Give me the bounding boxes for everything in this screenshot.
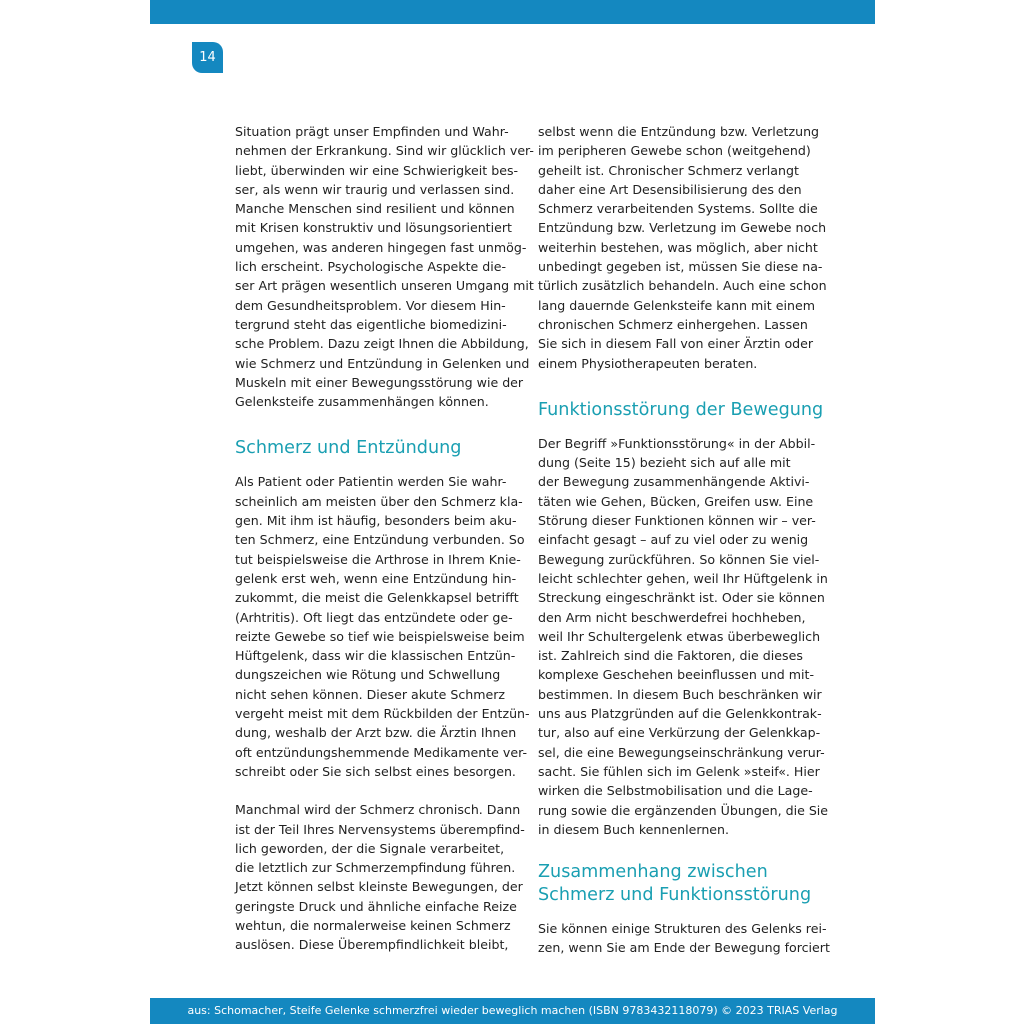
- text-line: bestimmen. In diesem Buch beschränken wir: [538, 686, 822, 702]
- text-line: dung (Seite 15) bezieht sich auf alle mit: [538, 455, 791, 471]
- text-line: dung, weshalb der Arzt bzw. die Ärztin Ihnen: [235, 725, 517, 741]
- text-line: Hüftgelenk, dass wir die klassischen Entzün-: [235, 648, 516, 664]
- text-line: komplexe Geschehen beeinflussen und mit-: [538, 667, 815, 683]
- text-line: der Bewegung zusammenhängende Aktivi-: [538, 474, 810, 490]
- text-line: umgehen, was anderen hingegen fast unmög-: [235, 239, 527, 255]
- text-line: lang dauernde Gelenksteife kann mit einem: [538, 297, 815, 313]
- text-line: daher eine Art Desensibilisierung des den: [538, 181, 802, 197]
- text-line: mit Krisen konstruktiv und lösungsorientiert: [235, 220, 512, 236]
- text-line: selbst wenn die Entzündung bzw. Verletzung: [538, 124, 820, 139]
- footer-bar: [150, 998, 875, 1024]
- text-line: (Arhtritis). Oft liegt das entzündete oder ge-: [235, 609, 513, 625]
- text-line: Sie können einige Strukturen des Gelenks rei-: [538, 921, 827, 937]
- text-line: ist. Zahlreich sind die Faktoren, die dieses: [538, 648, 803, 664]
- text-line: scheinlich am meisten über den Schmerz kla-: [235, 493, 523, 509]
- text-line: wehtun, die normalerweise keinen Schmerz: [235, 917, 511, 933]
- text-line: auslösen. Diese Überempfindlichkeit bleibt,: [235, 937, 509, 953]
- text-line: unbedingt gegeben ist, müssen Sie diese na-: [538, 259, 823, 275]
- paragraph: [235, 122, 534, 411]
- text-line: Gelenksteife zusammenhängen können.: [235, 394, 489, 410]
- text-line: weil Ihr Schultergelenk etwas überbeweglich: [538, 628, 821, 644]
- text-line: einem Physiotherapeuten beraten.: [538, 355, 758, 371]
- text-line: geringste Druck und ähnliche einfache Reize: [235, 898, 517, 914]
- section-heading: [538, 861, 816, 907]
- text-line: Der Begriff »Funktionsstörung« in der Abbil-: [538, 435, 816, 451]
- text-line: liebt, überwinden wir eine Schwierigkeit bes-: [235, 162, 519, 178]
- text-line: uns aus Platzgründen auf die Gelenkkontrak-: [538, 706, 822, 722]
- text-line: zen, wenn Sie am Ende der Bewegung forciert: [538, 940, 830, 956]
- section-heading: [538, 399, 824, 422]
- page-number-badge: 14: [192, 42, 223, 73]
- text-line: ser Art prägen wesentlich unseren Umgang mit: [235, 278, 534, 294]
- text-line: lich erscheint. Psychologische Aspekte die-: [235, 259, 507, 275]
- left-column: [235, 122, 534, 955]
- text-line: nicht sehen können. Dieser akute Schmerz: [235, 686, 506, 702]
- text-line: Störung dieser Funktionen können wir – ver-: [538, 513, 816, 529]
- text-line: ten Schmerz, eine Entzündung verbunden. So: [235, 532, 525, 548]
- text-line: Situation prägt unser Empfinden und Wahr-: [235, 124, 509, 139]
- paragraph: [538, 434, 829, 839]
- text-line: reizte Gewebe so tief wie beispielsweise beim: [235, 628, 525, 644]
- text-line: im peripheren Gewebe schon (weitgehend): [538, 143, 811, 159]
- text-line: gelenk erst weh, wenn eine Entzündung hin-: [235, 570, 517, 586]
- text-line: weiterhin bestehen, was möglich, aber nicht: [538, 239, 818, 255]
- footer-citation: aus: Schomacher, Steife Gelenke schmerzfrei wieder beweglich machen (ISBN 9783432118079) © 2023 TRIAS Verlag: [187, 1004, 838, 1017]
- text-line: gen. Mit ihm ist häufig, besonders beim aku-: [235, 513, 517, 529]
- text-line: Als Patient oder Patientin werden Sie wahr-: [235, 474, 507, 490]
- text-line: leicht schlechter gehen, weil Ihr Hüftgelenk in: [538, 570, 828, 586]
- text-line: vergeht meist mit dem Rückbilden der Entzün-: [235, 706, 530, 722]
- paragraph: [235, 472, 530, 781]
- text-line: Bewegung zurückführen. So können Sie viel-: [538, 551, 820, 567]
- text-line: in diesem Buch kennenlernen.: [538, 821, 730, 837]
- paragraph: [538, 122, 827, 373]
- text-line: lich geworden, der die Signale verarbeitet,: [235, 840, 505, 856]
- right-column: [538, 122, 830, 958]
- text-line: tergrund steht das eigentliche biomedizini-: [235, 316, 507, 332]
- top-bar: [150, 0, 875, 24]
- text-line: Schmerz verarbeitenden Systems. Sollte die: [538, 201, 818, 217]
- text-line: täten wie Gehen, Bücken, Greifen usw. Eine: [538, 493, 814, 509]
- heading-line: Zusammenhang zwischen: [538, 862, 768, 883]
- heading-line: Schmerz und Entzündung: [235, 438, 462, 459]
- paragraph: [538, 919, 830, 958]
- text-line: Entzündung bzw. Verletzung im Gewebe noch: [538, 220, 827, 236]
- section-heading: [235, 437, 513, 460]
- text-line: sche Problem. Dazu zeigt Ihnen die Abbildung,: [235, 336, 529, 352]
- heading-line: Schmerz und Funktionsstörung: [538, 885, 812, 906]
- text-line: chronischen Schmerz einhergehen. Lassen: [538, 316, 808, 332]
- text-line: Manchmal wird der Schmerz chronisch. Dann: [235, 802, 521, 818]
- text-line: tur, also auf eine Verkürzung der Gelenkkap-: [538, 725, 821, 741]
- text-line: Jetzt können selbst kleinste Bewegungen, der: [235, 879, 523, 895]
- text-line: die letztlich zur Schmerzempfindung führen.: [235, 860, 516, 876]
- text-line: Muskeln mit einer Bewegungsstörung wie der: [235, 374, 524, 390]
- text-line: Streckung eingeschränkt ist. Oder sie können: [538, 590, 825, 606]
- text-line: zukommt, die meist die Gelenkkapsel betrifft: [235, 590, 519, 606]
- text-line: einfacht gesagt – auf zu viel oder zu wenig: [538, 532, 809, 548]
- text-line: wirken die Selbstmobilisation und die Lage-: [538, 783, 813, 799]
- text-line: sacht. Sie fühlen sich im Gelenk »steif«. Hier: [538, 763, 820, 779]
- text-line: Manche Menschen sind resilient und können: [235, 201, 515, 217]
- text-line: schreibt oder Sie sich selbst eines besorgen.: [235, 763, 516, 779]
- paragraph: [235, 800, 525, 954]
- text-line: nehmen der Erkrankung. Sind wir glücklich ver-: [235, 143, 534, 159]
- text-line: wie Schmerz und Entzündung in Gelenken und: [235, 355, 530, 371]
- text-line: oft entzündungshemmende Medikamente ver-: [235, 744, 528, 760]
- text-line: geheilt ist. Chronischer Schmerz verlangt: [538, 162, 799, 178]
- text-line: türlich zusätzlich behandeln. Auch eine schon: [538, 278, 827, 294]
- text-line: sel, die eine Bewegungseinschränkung verur-: [538, 744, 825, 760]
- book-page: [150, 0, 875, 1024]
- text-line: Sie sich in diesem Fall von einer Ärztin oder: [538, 336, 814, 352]
- text-line: rung sowie die ergänzenden Übungen, die Sie: [538, 802, 829, 818]
- heading-line: Funktionsstörung der Bewegung: [538, 399, 824, 420]
- text-line: den Arm nicht beschwerdefrei hochheben,: [538, 609, 806, 625]
- text-line: ist der Teil Ihres Nervensystems überempfind-: [235, 821, 525, 837]
- text-line: tut beispielsweise die Arthrose in Ihrem Knie-: [235, 551, 521, 567]
- text-line: ser, als wenn wir traurig und verlassen sind.: [235, 181, 515, 197]
- text-line: dem Gesundheitsproblem. Vor diesem Hin-: [235, 297, 506, 313]
- text-line: dungszeichen wie Rötung und Schwellung: [235, 667, 501, 683]
